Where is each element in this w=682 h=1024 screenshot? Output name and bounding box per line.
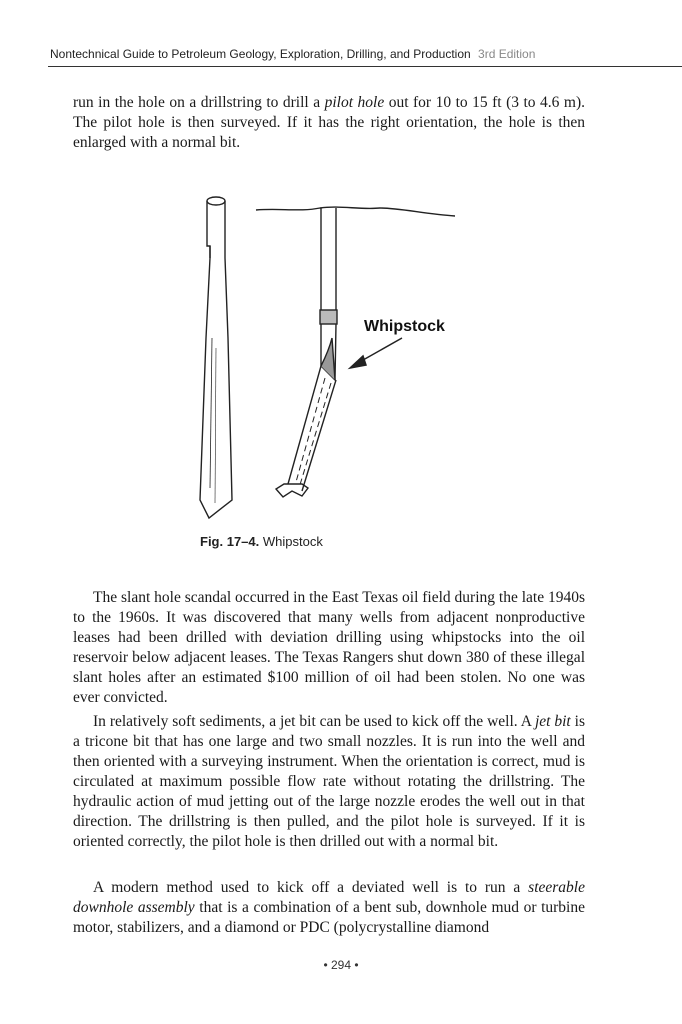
whipstock-figure: [180, 188, 480, 528]
figure-number: Fig. 17–4.: [200, 534, 260, 549]
header-rule: [48, 66, 682, 67]
term-jet-bit: jet bit: [534, 713, 571, 730]
whipstock-tool-drawing: [200, 197, 232, 518]
paragraph-3: In relatively soft sediments, a jet bit can be used to kick off the well. A jet bit is a tricone bit that has one large and two small nozzles. It is run into the well and then oriented with a surveying instrument. When the orientation is correct, mud is circulated at maximum possible flow rate without rotating the drillstring. The hydraulic action of mud jetting out of the large nozzle erodes the well out in that direction. The drillstring is then pulled, and the pilot hole is surveyed. If it is oriented correctly, the pilot hole is then drilled out with a normal bit.: [73, 713, 586, 850]
figure-caption: [200, 534, 323, 549]
edition-label: 3rd Edition: [478, 47, 536, 61]
book-title: Nontechnical Guide to Petroleum Geology, Exploration, Drilling, and Production: [50, 47, 471, 61]
paragraph-2: The slant hole scandal occurred in the East Texas oil field during the late 1940s to the 1960s. It was discovered that many wells from adjacent nonproductive leases had been drilled with deviation drilling using whipstocks into the oil reservoir below adjacent leases. The Texas Rangers shut down 380 of these illegal slant holes after an estimated $100 million of oil had been stolen. No one was ever convicted.: [73, 589, 585, 706]
paragraph-4: A modern method used to kick off a deviated well is to run a steerable downhole assembly that is a combination of a bent sub, downhole mud or turbine motor, stabilizers, and a diamond or PDC (polycrystalline diamond: [73, 879, 585, 936]
page-number: • 294 •: [323, 958, 359, 972]
term-steerable-assembly: steerable downhole assembly: [73, 879, 585, 916]
pointer-arrow: [350, 338, 402, 368]
whipstock-label: Whipstock: [364, 318, 445, 335]
term-pilot-hole: pilot hole: [324, 94, 385, 111]
figure-caption-text: Whipstock: [262, 534, 323, 549]
running-header: [50, 47, 682, 61]
wellbore-drawing: [256, 207, 455, 497]
paragraph-1: run in the hole on a drillstring to drill a pilot hole out for 10 to 15 ft (3 to 4.6 m). The pilot hole is then surveyed. If it has the right orientation, the hole is then enlarged with a normal bit.: [73, 94, 586, 151]
